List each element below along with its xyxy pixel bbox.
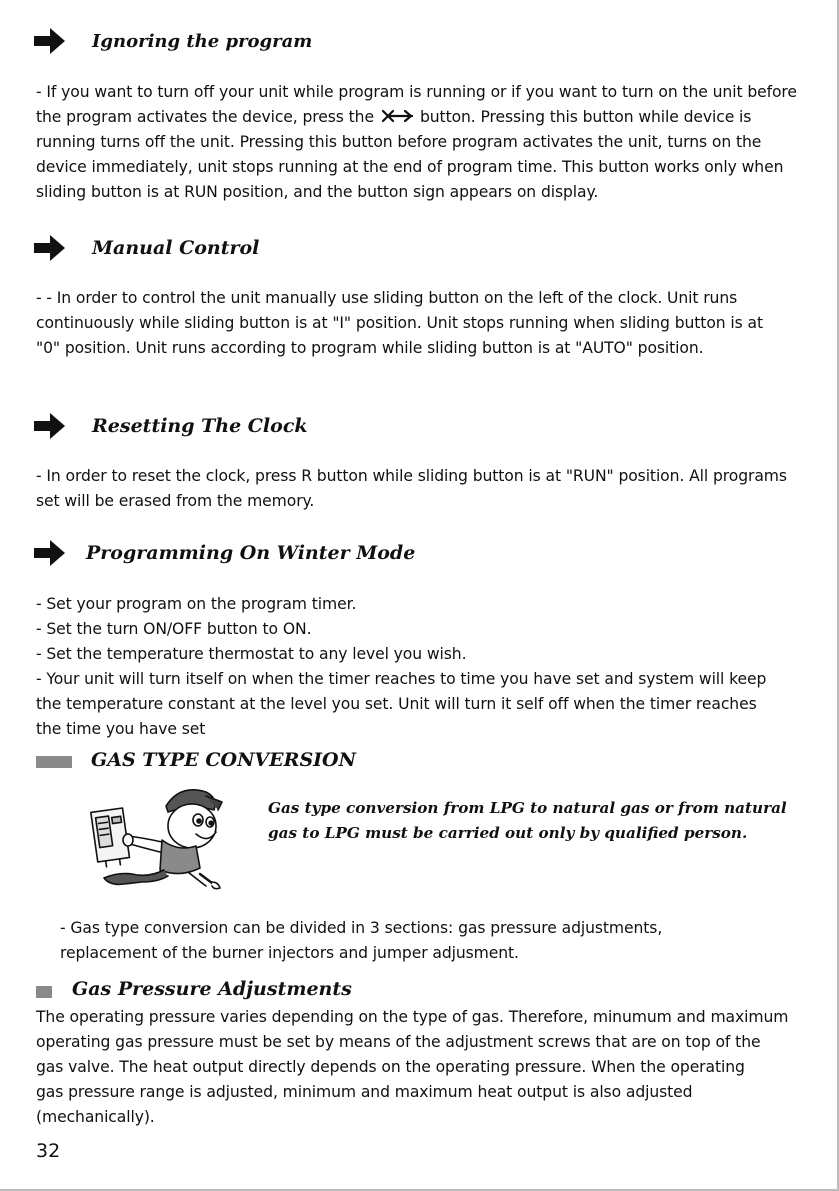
heading-manual-control: [34, 235, 259, 261]
technician-mascot-illustration: [88, 782, 238, 897]
heading-gas-pressure-adjustments: [72, 978, 352, 1000]
page-number: 32: [36, 1140, 61, 1162]
section-title: Programming On Winter Mode: [86, 542, 416, 564]
qualified-person-warning: Gas type conversion from LPG to natural gas or from natural gas to LPG must be carried out only by qualified person.: [268, 799, 787, 842]
heading-winter-mode: [34, 540, 415, 566]
heading-gas-type-conversion: [91, 749, 356, 771]
section-title: Ignoring the program: [92, 30, 313, 52]
override-button-icon: [380, 106, 414, 120]
section-marker-bar: [36, 986, 52, 998]
right-arrow-icon: [34, 235, 66, 261]
paragraph-gas-pressure-adjustments: The operating pressure varies depending on the type of gas. Therefore, minumum and maximum operating gas pressure must be set by means of the adjustment screws that are on top of the gas valve. The heat output directly depends on the operating pressure. When the operating gas pressure range is adjusted, minimum and maximum heat output is also adjusted (mechanically).: [36, 1008, 789, 1126]
paragraph-manual-control: - - In order to control the unit manually use sliding button on the left of the clock. Unit runs continuously while sliding button is at "I" position. Unit stops running when sliding button is at "0" position. Unit runs according to program while sliding button is at "AUTO" position.: [36, 289, 763, 357]
heading-ignoring-program: [34, 28, 312, 54]
right-arrow-icon: [34, 28, 66, 54]
right-arrow-icon: [34, 540, 66, 566]
section-title: Gas Pressure Adjustments: [72, 978, 352, 1000]
heading-resetting-clock: [34, 413, 308, 439]
section-title: Resetting The Clock: [92, 415, 308, 437]
section-title: Manual Control: [92, 237, 260, 259]
paragraph-gas-type-conversion: - Gas type conversion can be divided in 3 sections: gas pressure adjustments, replacement of the burner injectors and jumper adjusment.: [60, 919, 663, 962]
paragraph-winter-mode: - Set your program on the program timer. - Set the turn ON/OFF button to ON. - Set the temperature thermostat to any level you wish. - Your unit will turn itself on when the timer reaches to time you have set and system will keep the temperature constant at the level you set. Unit will turn it self off when the timer reaches the time you have set: [36, 595, 767, 738]
section-title: GAS TYPE CONVERSION: [91, 749, 356, 771]
section-marker-bar: [36, 756, 72, 768]
paragraph-resetting-clock: - In order to reset the clock, press R button while sliding button is at "RUN" position. All programs set will be erased from the memory.: [36, 467, 787, 510]
paragraph-ignoring-program: - If you want to turn off your unit while program is running or if you want to turn on the unit before the program activates the device, press the button. Pressing this button while device is running turns off the unit. Pressing this button before program activates the unit, turns on the device immediately, unit stops running at the end of program time. This button works only when sliding button is at RUN position, and the button sign appears on display.: [36, 83, 797, 201]
right-arrow-icon: [34, 413, 66, 439]
